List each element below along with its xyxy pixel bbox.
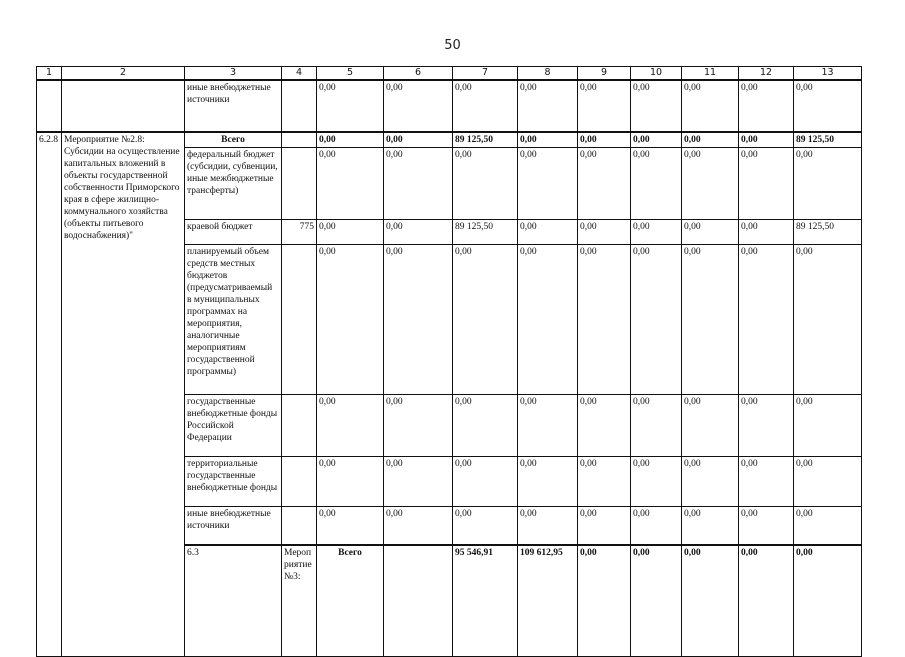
value-cell: 0,00: [317, 395, 384, 457]
column-header: 10: [631, 67, 682, 81]
value-cell: 0,00: [739, 545, 794, 657]
code-cell: [282, 507, 317, 545]
value-cell: 0,00: [682, 395, 739, 457]
value-cell: 0,00: [631, 220, 682, 245]
code-cell: [282, 80, 317, 132]
value-cell: 0,00: [739, 148, 794, 220]
column-header: 12: [739, 67, 794, 81]
value-cell: 0,00: [794, 80, 862, 132]
column-header: 13: [794, 67, 862, 81]
value-cell: 0,00: [518, 148, 578, 220]
value-cell: 0,00: [317, 132, 384, 148]
funding-source-cell: государственные внебюджетные фонды Российской Федерации: [185, 395, 282, 457]
value-cell: 0,00: [317, 507, 384, 545]
code-cell: 775: [282, 220, 317, 245]
value-cell: 0,00: [682, 545, 739, 657]
funding-source-cell: Всего: [185, 132, 282, 148]
code-cell: [282, 245, 317, 395]
value-cell: 0,00: [578, 80, 631, 132]
table-row: [37, 132, 862, 148]
measure-name-cell: [62, 80, 185, 132]
value-cell: 0,00: [682, 148, 739, 220]
value-cell: 0,00: [384, 220, 453, 245]
measure-name-cell: Мероприятие №3:: [282, 545, 317, 657]
value-cell: 0,00: [578, 457, 631, 507]
funding-source-cell: иные внебюджетные источники: [185, 80, 282, 132]
value-cell: 0,00: [631, 148, 682, 220]
value-cell: 0,00: [518, 245, 578, 395]
funding-source-cell: Всего: [317, 545, 384, 657]
column-header: 11: [682, 67, 739, 81]
column-header: 4: [282, 67, 317, 81]
column-header-row: [37, 67, 862, 81]
value-cell: 0,00: [739, 507, 794, 545]
value-cell: 0,00: [578, 132, 631, 148]
funding-source-cell: краевой бюджет: [185, 220, 282, 245]
value-cell: 0,00: [317, 148, 384, 220]
funding-source-cell: федеральный бюджет (субсидии, субвенции, иные межбюджетные трансферты): [185, 148, 282, 220]
value-cell: 0,00: [453, 395, 518, 457]
value-cell: 0,00: [794, 545, 862, 657]
table-row: [37, 80, 862, 132]
value-cell: 0,00: [384, 148, 453, 220]
column-header: 5: [317, 67, 384, 81]
value-cell: 89 125,50: [794, 220, 862, 245]
page-number: 50: [444, 38, 461, 53]
value-cell: 0,00: [384, 80, 453, 132]
value-cell: 0,00: [739, 80, 794, 132]
funding-source-cell: территориальные государственные внебюджетные фонды: [185, 457, 282, 507]
value-cell: 0,00: [518, 457, 578, 507]
value-cell: 89 125,50: [794, 132, 862, 148]
value-cell: 0,00: [518, 395, 578, 457]
value-cell: 0,00: [453, 507, 518, 545]
column-header: 9: [578, 67, 631, 81]
value-cell: 0,00: [578, 220, 631, 245]
value-cell: 0,00: [739, 245, 794, 395]
value-cell: 0,00: [794, 245, 862, 395]
value-cell: 0,00: [631, 507, 682, 545]
value-cell: 0,00: [453, 80, 518, 132]
value-cell: 109 612,95: [518, 545, 578, 657]
code-cell: [282, 132, 317, 148]
value-cell: 0,00: [739, 395, 794, 457]
value-cell: 0,00: [682, 245, 739, 395]
value-cell: 0,00: [631, 132, 682, 148]
value-cell: 0,00: [794, 457, 862, 507]
value-cell: 0,00: [384, 245, 453, 395]
value-cell: 0,00: [317, 457, 384, 507]
value-cell: 0,00: [578, 507, 631, 545]
value-cell: 0,00: [578, 148, 631, 220]
value-cell: 0,00: [739, 457, 794, 507]
row-number-cell: [37, 80, 62, 132]
code-cell: [384, 545, 453, 657]
row-number-cell: 6.2.8: [37, 132, 62, 656]
value-cell: 0,00: [578, 245, 631, 395]
value-cell: 0,00: [794, 507, 862, 545]
value-cell: 0,00: [518, 80, 578, 132]
column-header: 2: [62, 67, 185, 81]
value-cell: 0,00: [453, 245, 518, 395]
value-cell: 0,00: [578, 395, 631, 457]
value-cell: 0,00: [518, 507, 578, 545]
code-cell: [282, 457, 317, 507]
funding-source-cell: иные внебюджетные источники: [185, 507, 282, 545]
column-header: 3: [185, 67, 282, 81]
value-cell: 0,00: [384, 457, 453, 507]
value-cell: 0,00: [794, 148, 862, 220]
column-header: 1: [37, 67, 62, 81]
value-cell: 0,00: [682, 457, 739, 507]
value-cell: 0,00: [578, 545, 631, 657]
code-cell: [282, 148, 317, 220]
value-cell: 95 546,91: [453, 545, 518, 657]
value-cell: 0,00: [682, 132, 739, 148]
row-number-cell: 6.3: [185, 545, 282, 657]
code-cell: [282, 395, 317, 457]
measure-name-cell: Мероприятие №2.8: Субсидии на осуществление капитальных вложений в объекты государственной собственности Приморского края в сфере жилищно-коммунального хозяйства (объекты питьевого водоснабжения)": [62, 132, 185, 656]
value-cell: 0,00: [682, 507, 739, 545]
column-header: 8: [518, 67, 578, 81]
value-cell: 0,00: [739, 132, 794, 148]
value-cell: 0,00: [794, 395, 862, 457]
value-cell: 0,00: [631, 245, 682, 395]
column-header: 7: [453, 67, 518, 81]
funding-source-cell: планируемый объем средств местных бюджетов (предусматриваемый в муниципальных программах на мероприятия, аналогичные мероприятиям государственной программы): [185, 245, 282, 395]
value-cell: 0,00: [631, 80, 682, 132]
value-cell: 0,00: [631, 395, 682, 457]
value-cell: 0,00: [384, 132, 453, 148]
value-cell: 89 125,50: [453, 220, 518, 245]
value-cell: 0,00: [384, 395, 453, 457]
value-cell: 0,00: [317, 80, 384, 132]
value-cell: 0,00: [682, 220, 739, 245]
value-cell: 0,00: [518, 220, 578, 245]
value-cell: 0,00: [739, 220, 794, 245]
value-cell: 0,00: [518, 132, 578, 148]
value-cell: 0,00: [453, 457, 518, 507]
value-cell: 0,00: [317, 245, 384, 395]
value-cell: 0,00: [317, 220, 384, 245]
value-cell: 0,00: [384, 507, 453, 545]
value-cell: 0,00: [631, 545, 682, 657]
value-cell: 0,00: [682, 80, 739, 132]
value-cell: 0,00: [453, 148, 518, 220]
value-cell: 0,00: [631, 457, 682, 507]
value-cell: 89 125,50: [453, 132, 518, 148]
budget-table: [36, 66, 862, 657]
column-header: 6: [384, 67, 453, 81]
